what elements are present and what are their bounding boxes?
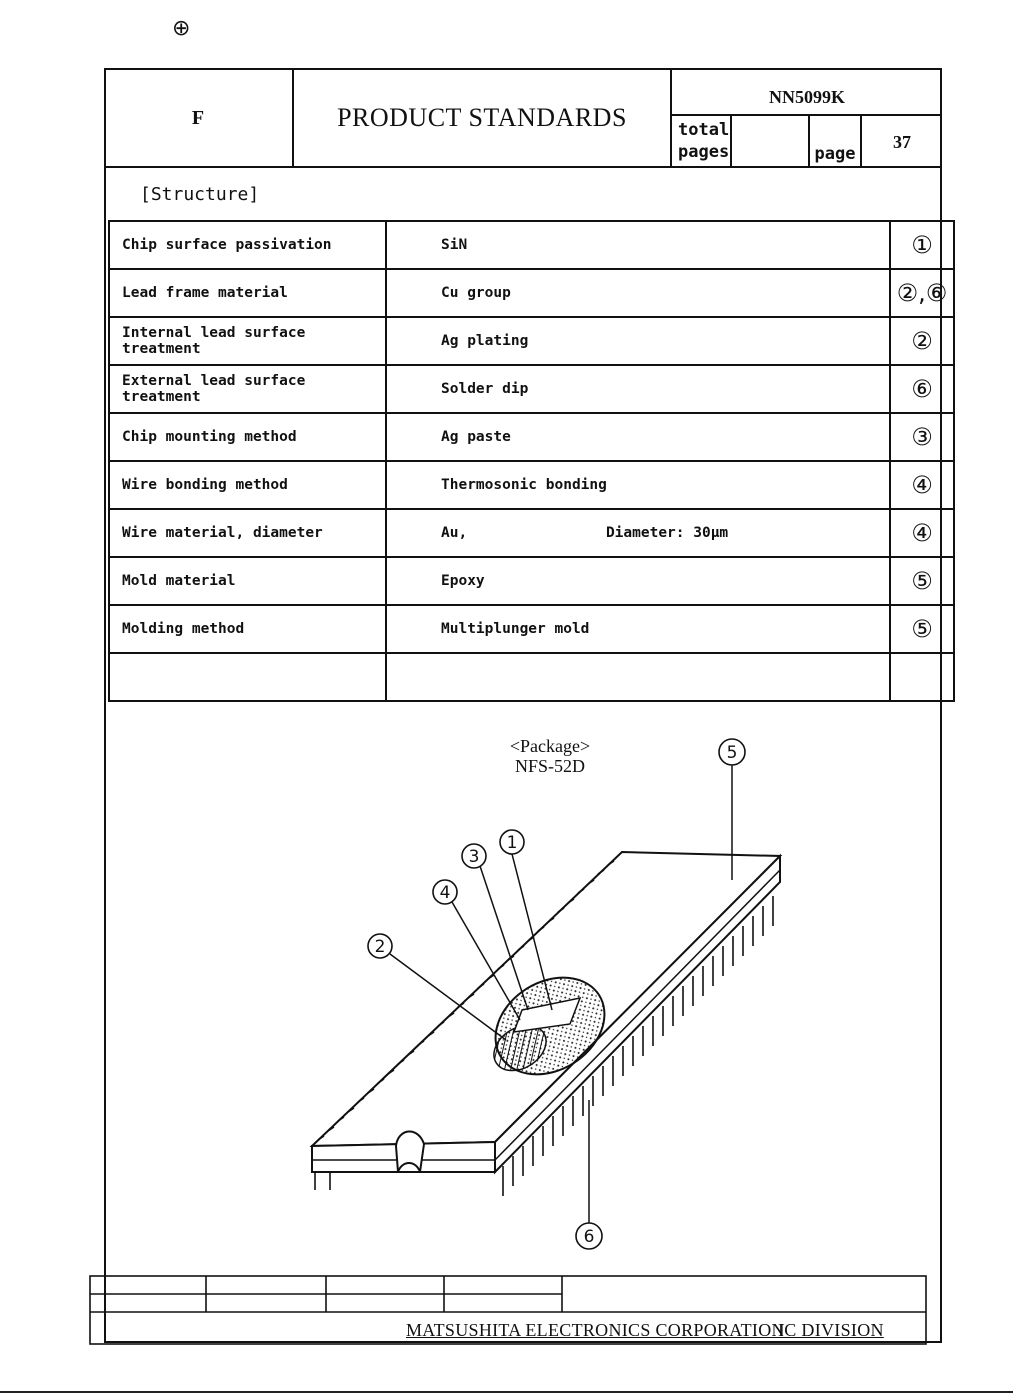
- division-name: IC DIVISION: [778, 1320, 884, 1340]
- value-text: Solder dip: [441, 381, 529, 397]
- page-label: page: [810, 116, 862, 168]
- callout-6-label: 6: [583, 1227, 595, 1247]
- header-left-code: F: [104, 68, 294, 168]
- callout-3-label: 3: [468, 847, 480, 867]
- item-cell: Lead frame material: [109, 269, 386, 317]
- page-number: 37: [893, 131, 911, 152]
- item-cell: Wire material, diameter: [109, 509, 386, 557]
- doc-number: NN5099K: [672, 80, 942, 116]
- package-name: NFS-52D: [514, 756, 585, 776]
- callout-5-label: 5: [726, 743, 738, 763]
- value-text: Au,: [441, 525, 468, 541]
- ref-cell: ⑤: [890, 605, 954, 653]
- item-cell: Chip mounting method: [109, 413, 386, 461]
- diameter-text: Diameter: 30μm: [605, 525, 729, 541]
- item-cell: Wire bonding method: [109, 461, 386, 509]
- ref-cell: ④: [890, 509, 954, 557]
- company-name: MATSUSHITA ELECTRONICS CORPORATION: [406, 1320, 785, 1340]
- value-text: Ag plating: [441, 333, 529, 349]
- item-cell: Molding method: [109, 605, 386, 653]
- registration-mark: ⊕: [172, 16, 191, 41]
- value-text: Cu group: [441, 285, 511, 301]
- item-cell: External lead surface treatment: [109, 365, 386, 413]
- value-text: SiN: [441, 237, 468, 253]
- ref-cell: ④: [890, 461, 954, 509]
- package-label: <Package>: [509, 736, 591, 756]
- callout-2-label: 2: [374, 937, 386, 957]
- section-title: [Structure]: [140, 184, 260, 205]
- ref-cell: ③: [890, 413, 954, 461]
- ref-cell: ②: [890, 317, 954, 365]
- item-cell: Chip surface passivation: [109, 221, 386, 269]
- ref-cell: ②,⑥: [890, 269, 954, 317]
- value-text: Epoxy: [441, 573, 485, 589]
- total-pages-label: total pages: [672, 116, 732, 168]
- item-cell: Internal lead surface treatment: [109, 317, 386, 365]
- callout-1-label: 1: [506, 833, 518, 853]
- value-text: Ag paste: [441, 429, 511, 445]
- callout-4-label: 4: [439, 883, 451, 903]
- value-text: Thermosonic bonding: [441, 477, 607, 493]
- ref-cell: ⑤: [890, 557, 954, 605]
- ref-cell: ①: [890, 221, 954, 269]
- item-cell: Mold material: [109, 557, 386, 605]
- page-title: PRODUCT STANDARDS: [294, 68, 672, 168]
- ref-cell: ⑥: [890, 365, 954, 413]
- value-text: Multiplunger mold: [441, 621, 590, 637]
